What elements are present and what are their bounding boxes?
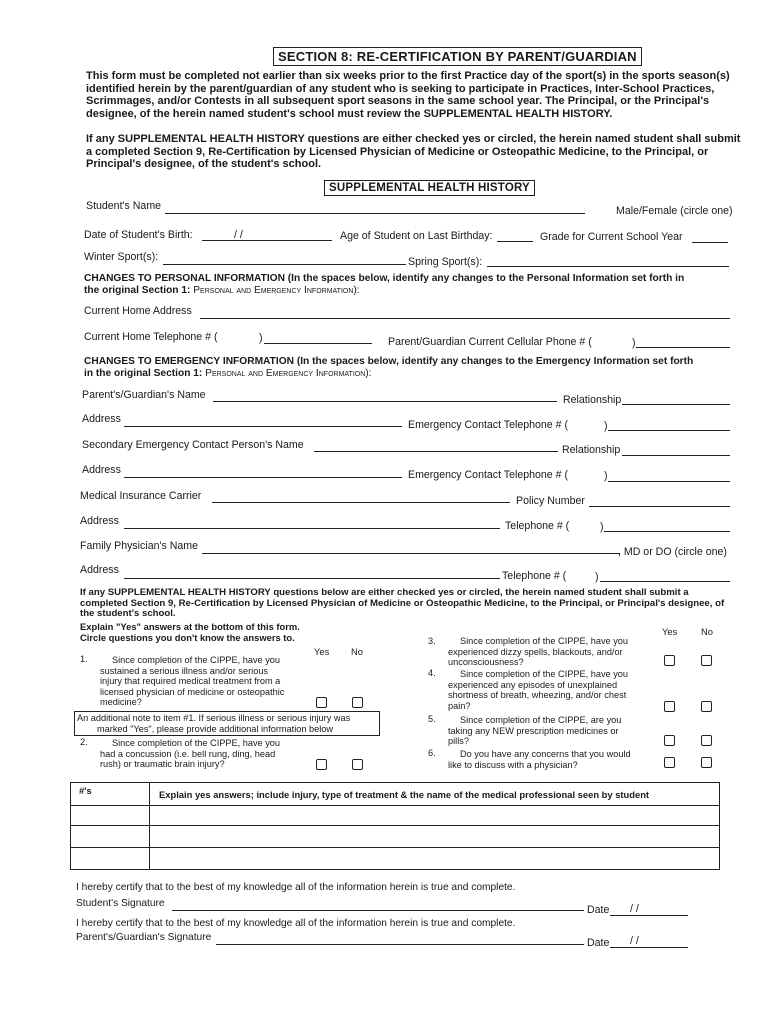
additional-note-line: marked "Yes", please provide additional information below — [97, 723, 334, 734]
supplemental-note-line: completed Section 9, Re-Certification by Licensed Physician of Medicine or Osteopathic Medicine, to the Principal, or Principal's designee, of — [80, 597, 725, 609]
student-name-label: Student's Name — [86, 200, 162, 212]
telephone-label-2: Telephone # ( — [502, 570, 567, 582]
question-number: 3. — [428, 636, 436, 646]
question-line: Do you have any concerns that you would — [460, 749, 631, 759]
question-2 — [100, 738, 310, 770]
emergency-phone-paren-2: ) — [604, 470, 608, 482]
question-4 — [448, 669, 658, 711]
spring-sports-field[interactable] — [487, 266, 729, 267]
address-label-2: Address — [82, 464, 121, 476]
policy-field[interactable] — [589, 506, 730, 507]
emergency-phone-label: Emergency Contact Telephone # ( — [408, 419, 568, 431]
date-slashes-2: / / — [630, 935, 639, 947]
question-line: shortness of breath, wheezing, and/or chest — [448, 690, 627, 701]
question-line: unconsciousness? — [448, 657, 524, 668]
q2-yes-checkbox[interactable] — [316, 759, 327, 770]
table-row[interactable] — [71, 847, 719, 848]
intro-line: identified herein by the parent/guardian of any student who is seeking to participate in Practices, Inter-School Practices, — [86, 82, 715, 95]
insurance-label: Medical Insurance Carrier — [80, 490, 202, 502]
question-line: Since completion of the CIPPE, have you — [460, 669, 629, 679]
guardian-date-field[interactable] — [610, 947, 688, 948]
q4-no-checkbox[interactable] — [701, 701, 712, 712]
explanation-table — [70, 782, 720, 870]
changes-personal-line: CHANGES TO PERSONAL INFORMATION (In the spaces below, identify any changes to the Personal Information set forth in — [84, 273, 685, 284]
table-header-explain: Explain yes answers; include injury, type of treatment & the name of the medical professional seen by student — [159, 789, 650, 800]
spring-sports-label: Spring Sport(s): — [408, 256, 483, 268]
intro2-line: If any SUPPLEMENTAL HEALTH HISTORY questions are either checked yes or circled, the herein named student shall submit — [86, 133, 741, 145]
supplemental-note — [80, 588, 740, 620]
intro2-line: Principal's designee, of the student's school. — [86, 158, 322, 171]
question-line: Since completion of the CIPPE, have you — [460, 636, 629, 646]
question-number: 4. — [428, 668, 436, 678]
q6-yes-checkbox[interactable] — [664, 757, 675, 768]
home-address-label: Current Home Address — [84, 305, 192, 317]
guardian-signature-field[interactable] — [216, 944, 584, 945]
section-ref: Personal and Emergency Information): — [193, 284, 360, 296]
address-field-3[interactable] — [124, 528, 500, 529]
intro-paragraph-2 — [86, 133, 746, 171]
q1-no-checkbox[interactable] — [352, 697, 363, 708]
dob-field[interactable] — [202, 240, 332, 241]
supplemental-note-line: If any SUPPLEMENTAL HEALTH HISTORY questions below are either checked yes or circled, the herein named student shall submit a — [80, 587, 689, 598]
relationship-field-2[interactable] — [622, 455, 730, 456]
intro-line: designee, of the herein named student's school must review the SUPPLEMENTAL HEALTH HISTORY. — [86, 107, 613, 120]
grade-label: Grade for Current School Year — [540, 231, 683, 243]
no-header-left: No — [351, 646, 363, 657]
question-number: 1. — [80, 654, 88, 664]
question-line: injury that required medical treatment from a — [100, 676, 281, 687]
changes-personal-line: the original Section 1: — [84, 284, 191, 296]
intro-paragraph — [86, 70, 746, 120]
address-field-2[interactable] — [124, 477, 402, 478]
emergency-phone-field-2[interactable] — [608, 481, 730, 482]
question-line: pills? — [448, 736, 469, 747]
explain-note: Explain "Yes" answers at the bottom of this form. — [80, 621, 300, 632]
table-row[interactable] — [71, 805, 719, 806]
question-3 — [448, 636, 658, 668]
intro2-line: a completed Section 9, Re-Certification by Licensed Physician of Medicine or Osteopathic Medicine, to the Principal, or — [86, 145, 709, 158]
question-line: like to discuss with a physician? — [448, 759, 578, 770]
home-phone-label: Current Home Telephone # ( — [84, 331, 218, 343]
page-title: SECTION 8: RE-CERTIFICATION BY PARENT/GUARDIAN — [273, 47, 642, 66]
changes-emergency-line: in the original Section 1: — [84, 367, 203, 379]
q1-yes-checkbox[interactable] — [316, 697, 327, 708]
additional-note-box — [74, 711, 380, 736]
guardian-name-field[interactable] — [213, 401, 557, 402]
question-line: rush) or traumatic brain injury? — [100, 759, 225, 770]
winter-sports-field[interactable] — [163, 264, 406, 265]
age-label: Age of Student on Last Birthday: — [340, 230, 493, 242]
age-field[interactable] — [497, 241, 533, 242]
winter-sports-label: Winter Sport(s): — [84, 251, 159, 263]
q5-yes-checkbox[interactable] — [664, 735, 675, 746]
question-line: experienced dizzy spells, blackouts, and/or — [448, 646, 623, 657]
emergency-phone-label-2: Emergency Contact Telephone # ( — [408, 469, 568, 481]
table-header-number: #'s — [79, 785, 92, 796]
relationship-field[interactable] — [622, 404, 730, 405]
guardian-signature-label: Parent's/Guardian's Signature — [76, 932, 212, 943]
q2-no-checkbox[interactable] — [352, 759, 363, 770]
q6-no-checkbox[interactable] — [701, 757, 712, 768]
question-line: pain? — [448, 700, 471, 711]
question-number: 2. — [80, 737, 88, 747]
supplemental-note-line: the student's school. — [80, 608, 176, 620]
section-ref: Personal and Emergency Information): — [205, 367, 372, 379]
section-subtitle: SUPPLEMENTAL HEALTH HISTORY — [324, 180, 535, 196]
home-address-field[interactable] — [200, 318, 730, 319]
question-line: taking any NEW prescription medicines or — [448, 725, 619, 736]
emergency-phone-field[interactable] — [608, 430, 730, 431]
policy-label: Policy Number — [516, 495, 585, 507]
md-do-label: , MD or DO (circle one) — [618, 546, 727, 558]
dob-slashes: / / — [234, 229, 243, 241]
grade-field[interactable] — [692, 242, 728, 243]
address-label-4: Address — [80, 564, 119, 576]
secondary-contact-field[interactable] — [314, 451, 558, 452]
certify-statement: I hereby certify that to the best of my knowledge all of the information herein is true and complete. — [76, 882, 516, 893]
yes-header-left: Yes — [314, 646, 330, 657]
student-signature-field[interactable] — [172, 910, 584, 911]
q5-no-checkbox[interactable] — [701, 735, 712, 746]
student-date-field[interactable] — [610, 915, 688, 916]
emergency-phone-paren: ) — [604, 420, 608, 432]
physician-label: Family Physician's Name — [80, 540, 198, 552]
changes-personal-heading — [84, 273, 744, 296]
telephone-field-2[interactable] — [600, 581, 730, 582]
question-line: Since completion of the CIPPE, have you — [112, 738, 281, 748]
home-phone-field[interactable] — [264, 343, 372, 344]
question-number: 5. — [428, 714, 436, 724]
address-field-4[interactable] — [124, 578, 500, 579]
q3-no-checkbox[interactable] — [701, 655, 712, 666]
telephone-field[interactable] — [604, 531, 730, 532]
question-6 — [448, 749, 658, 770]
question-line: had a concussion (i.e. bell rung, ding, head — [100, 748, 276, 759]
telephone-label: Telephone # ( — [505, 520, 570, 532]
cell-phone-label: Parent/Guardian Current Cellular Phone # ( — [388, 336, 592, 348]
home-phone-paren: ) — [259, 332, 263, 344]
question-line: sustained a serious illness and/or serious — [100, 665, 269, 676]
insurance-field[interactable] — [212, 502, 510, 503]
student-signature-label: Student's Signature — [76, 898, 165, 909]
dob-label: Date of Student's Birth: — [84, 229, 193, 241]
changes-emergency-heading — [84, 356, 744, 379]
q3-yes-checkbox[interactable] — [664, 655, 675, 666]
q4-yes-checkbox[interactable] — [664, 701, 675, 712]
address-label: Address — [82, 413, 121, 425]
changes-emergency-line: CHANGES TO EMERGENCY INFORMATION (In the spaces below, identify any changes to the Emergency Information set forth — [84, 356, 694, 367]
guardian-name-label: Parent's/Guardian's Name — [82, 389, 206, 401]
secondary-contact-label: Secondary Emergency Contact Person's Name — [82, 439, 304, 451]
question-number: 6. — [428, 748, 436, 758]
date-slashes: / / — [630, 903, 639, 915]
address-label-3: Address — [80, 515, 119, 527]
question-line: experienced any episodes of unexplained — [448, 679, 618, 690]
question-line: Since completion of the CIPPE, are you — [460, 715, 622, 725]
telephone-paren-2: ) — [595, 571, 599, 583]
question-1 — [100, 655, 310, 708]
question-line: Since completion of the CIPPE, have you — [112, 655, 281, 665]
intro-line: Scrimmages, and/or Contests in all subsequent sport seasons in the same school year. The Principal, or the Principal's — [86, 95, 710, 108]
yes-header-right: Yes — [662, 626, 678, 637]
question-line: medicine? — [100, 697, 142, 708]
date-label: Date — [587, 904, 610, 916]
question-line: licensed physician of medicine or osteopathic — [100, 686, 285, 697]
no-header-right: No — [701, 626, 713, 637]
table-row[interactable] — [71, 825, 719, 826]
circle-note: Circle questions you don't know the answers to. — [80, 632, 295, 643]
relationship-label: Relationship — [563, 394, 622, 406]
question-5 — [448, 715, 658, 747]
date-label-2: Date — [587, 937, 610, 949]
student-name-field[interactable] — [165, 213, 585, 214]
intro-line: This form must be completed not earlier than six weeks prior to the first Practice day of the sport(s) in the sports season(s) — [86, 70, 730, 82]
address-field[interactable] — [124, 426, 402, 427]
physician-field[interactable] — [202, 553, 620, 554]
additional-note-line: An additional note to item #1. If serious illness or serious injury was — [77, 713, 351, 723]
certify-statement-2: I hereby certify that to the best of my knowledge all of the information herein is true and complete. — [76, 918, 516, 929]
relationship-label-2: Relationship — [562, 444, 621, 456]
cell-phone-field[interactable] — [636, 347, 730, 348]
male-female-label: Male/Female (circle one) — [616, 205, 733, 217]
cell-phone-paren: ) — [632, 337, 636, 349]
telephone-paren: ) — [600, 521, 604, 533]
